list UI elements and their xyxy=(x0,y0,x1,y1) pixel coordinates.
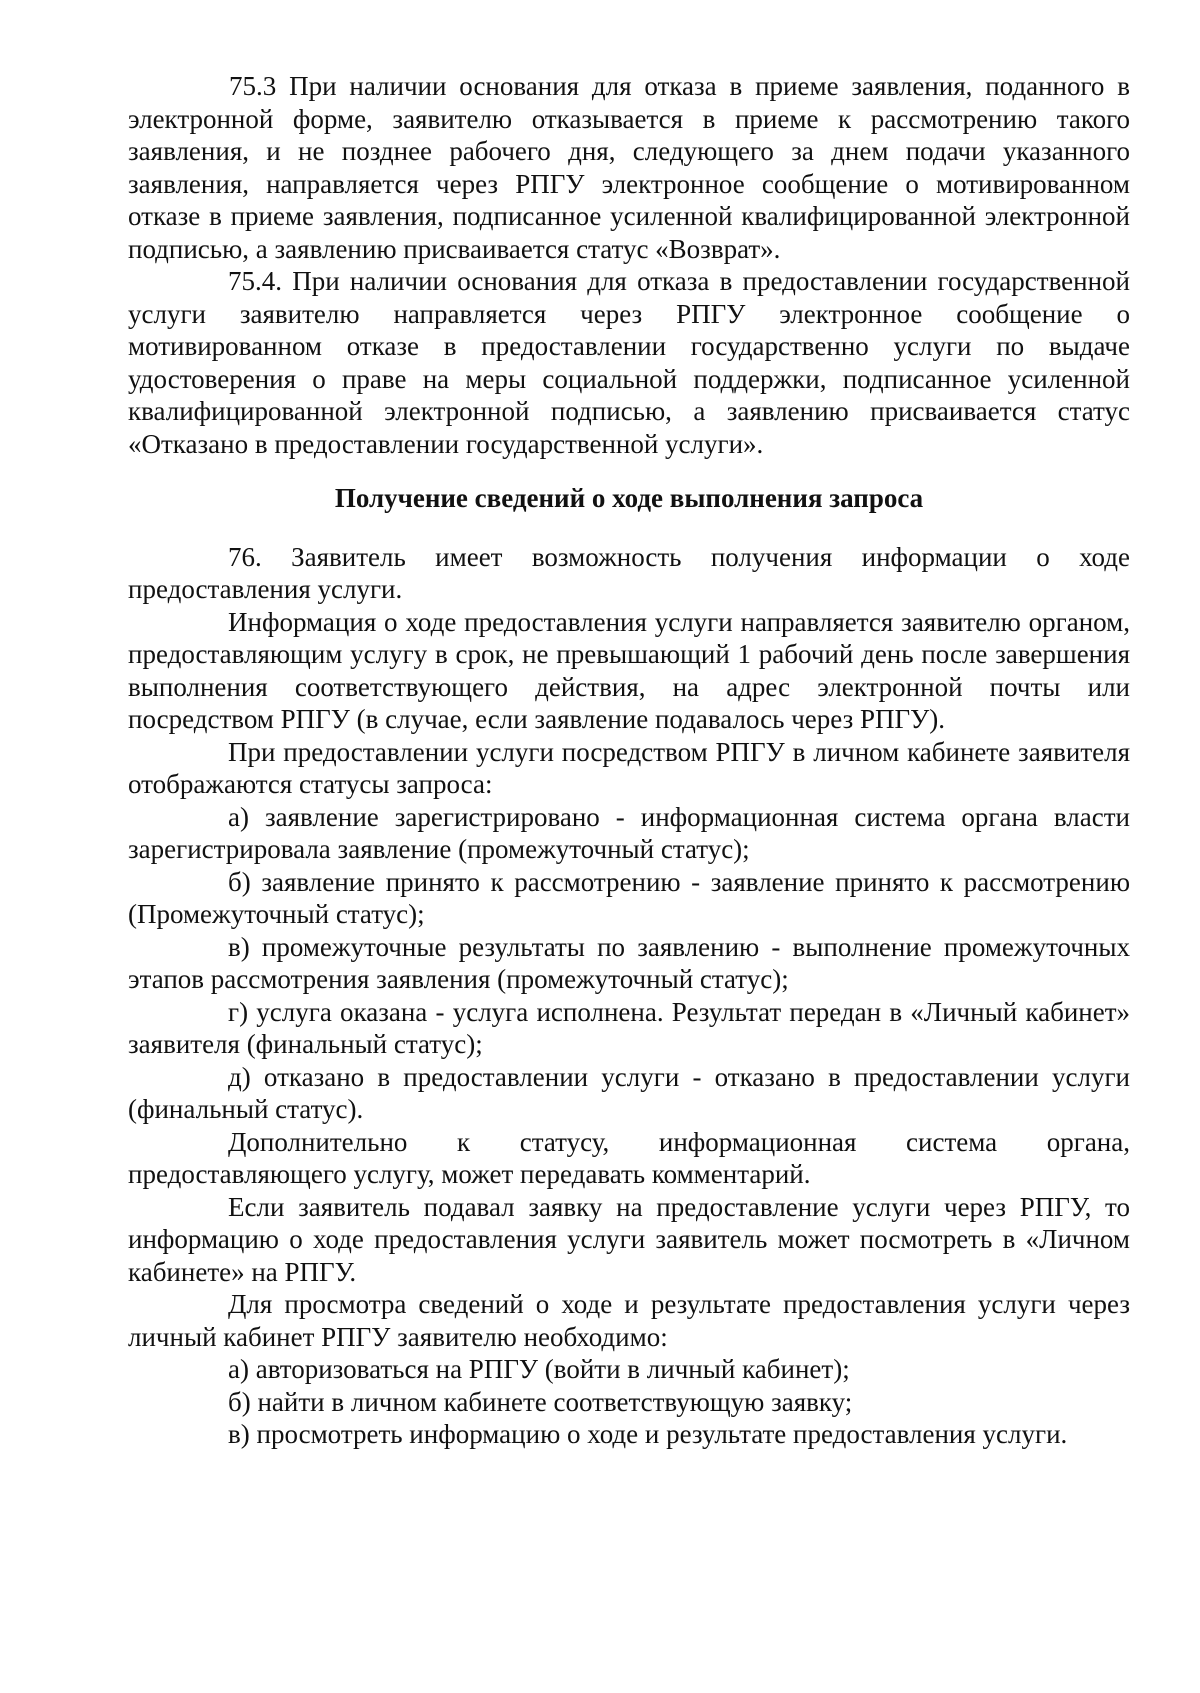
paragraph-76: 76. Заявитель имеет возможность получения информации о ходе предоставления услуги. xyxy=(128,541,1130,604)
paragraph-steps-intro: Для просмотра сведений о ходе и результате предоставления услуги через личный кабинет РПГУ заявителю необходимо: xyxy=(128,1289,1130,1352)
status-item-d: г) услуга оказана - услуга исполнена. Результат передан в «Личный кабинет» заявителя (финальный статус); xyxy=(128,996,1130,1059)
step-item-b: б) найти в личном кабинете соответствующую заявку; xyxy=(228,1386,853,1417)
paragraph-75-4: 75.4. При наличии основания для отказа в предоставлении государственной услуги заявителю направляется через РПГУ электронное сообщение о мотивированном отказе в предоставлении государственно услуги по выдаче удостоверения о праве на меры социальной поддержки, подписанное усиленной квалифицированной электронной подписью, а заявлению присваивается статус «Отказано в предоставлении государственной услуги». xyxy=(128,266,1130,459)
paragraph-cabinet: Если заявитель подавал заявку на предоставление услуги через РПГУ, то информацию о ходе предоставления услуги заявитель может посмотреть в «Личном кабинете» на РПГУ. xyxy=(128,1191,1130,1287)
status-item-e: д) отказано в предоставлении услуги - отказано в предоставлении услуги (финальный статус). xyxy=(128,1061,1130,1124)
status-item-b: б) заявление принято к рассмотрению - заявление принято к рассмотрению (Промежуточный статус); xyxy=(128,866,1130,929)
status-item-a: а) заявление зарегистрировано - информационная система органа власти зарегистрировала заявление (промежуточный статус); xyxy=(128,801,1130,864)
document-body xyxy=(128,70,1130,1451)
paragraph-comment: Дополнительно к статусу, информационная система органа, предоставляющего услугу, может передавать комментарий. xyxy=(128,1126,1130,1189)
paragraph-info: Информация о ходе предоставления услуги направляется заявителю органом, предоставляющим услугу в срок, не превышающий 1 рабочий день после завершения выполнения соответствующего действия, на адрес электронной почты или посредством РПГУ (в случае, если заявление подавалось через РПГУ). xyxy=(128,606,1130,734)
step-item-c: в) просмотреть информацию о ходе и результате предоставления услуги. xyxy=(228,1419,1068,1449)
section-heading: Получение сведений о ходе выполнения запроса xyxy=(334,483,924,513)
step-item-a: а) авторизоваться на РПГУ (войти в личный кабинет); xyxy=(228,1354,850,1384)
paragraph-statuses-intro: При предоставлении услуги посредством РПГУ в личном кабинете заявителя отображаются статусы запроса: xyxy=(128,736,1130,799)
status-item-c: в) промежуточные результаты по заявлению - выполнение промежуточных этапов рассмотрения заявления (промежуточный статус); xyxy=(128,931,1130,994)
paragraph-75-3: 75.3 При наличии основания для отказа в приеме заявления, поданного в электронной форме, заявителю отказывается в приеме к рассмотрению такого заявления, и не позднее рабочего дня, следующего за днем подачи указанного заявления, направляется через РПГУ электронное сообщение о мотивированном отказе в приеме заявления, подписанное усиленной квалифицированной электронной подписью, а заявлению присваивается статус «Возврат». xyxy=(128,71,1130,264)
